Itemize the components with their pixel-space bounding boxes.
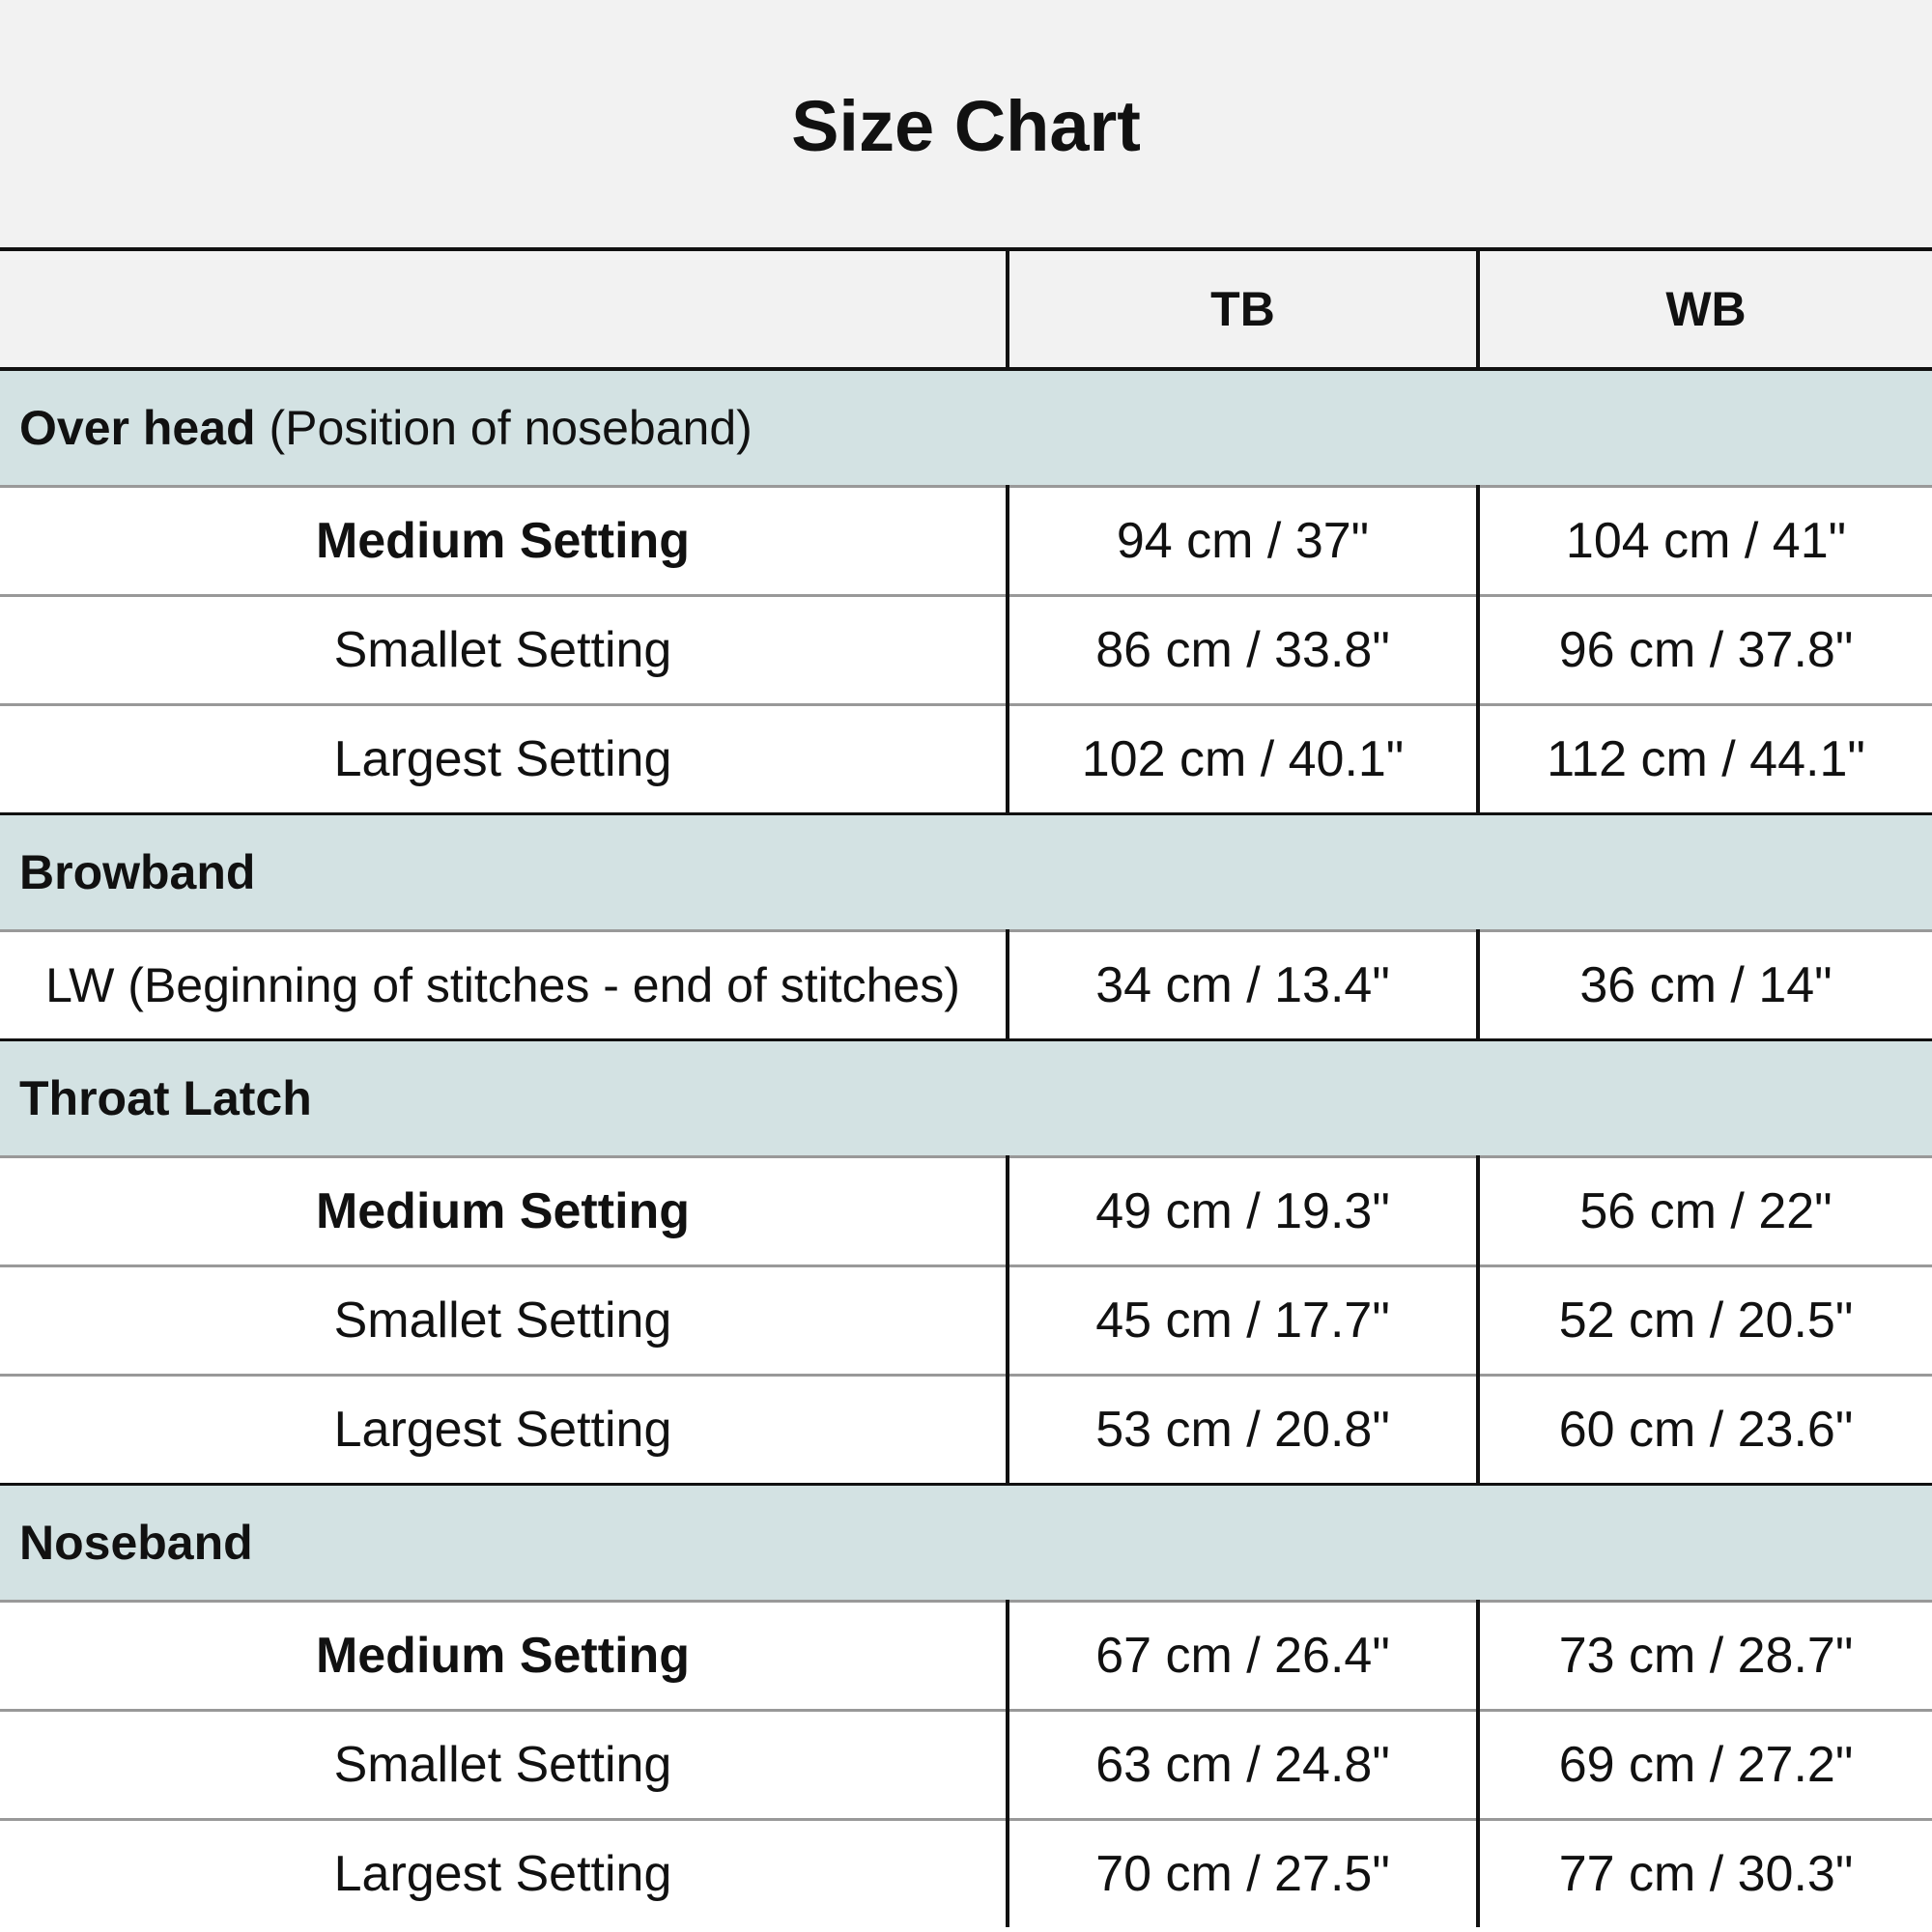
row-label: Medium Setting bbox=[0, 1157, 1008, 1266]
table-row bbox=[0, 1157, 1932, 1266]
row-label: Largest Setting bbox=[0, 1820, 1008, 1928]
row-value-wb: 56 cm / 22" bbox=[1478, 1157, 1932, 1266]
section-name: Browband bbox=[19, 845, 256, 899]
section-title-cell bbox=[0, 369, 1932, 487]
table-row bbox=[0, 596, 1932, 705]
table-row bbox=[0, 1266, 1932, 1376]
table-header-row bbox=[0, 249, 1932, 369]
header-cell-tb: TB bbox=[1008, 249, 1478, 369]
row-value-wb: 69 cm / 27.2" bbox=[1478, 1711, 1932, 1820]
table-row bbox=[0, 1376, 1932, 1485]
row-value-wb: 52 cm / 20.5" bbox=[1478, 1266, 1932, 1376]
size-chart-table bbox=[0, 247, 1932, 1927]
table-row bbox=[0, 1711, 1932, 1820]
row-value-tb: 70 cm / 27.5" bbox=[1008, 1820, 1478, 1928]
section-row-throat-latch bbox=[0, 1040, 1932, 1157]
page-title: Size Chart bbox=[791, 86, 1141, 166]
header-cell-label bbox=[0, 249, 1008, 369]
section-name: Over head bbox=[19, 401, 256, 455]
row-value-tb: 49 cm / 19.3" bbox=[1008, 1157, 1478, 1266]
row-label: LW (Beginning of stitches - end of stitches) bbox=[0, 931, 1008, 1040]
row-value-tb: 53 cm / 20.8" bbox=[1008, 1376, 1478, 1485]
table-row bbox=[0, 1602, 1932, 1711]
row-value-tb: 86 cm / 33.8" bbox=[1008, 596, 1478, 705]
row-label: Medium Setting bbox=[0, 487, 1008, 596]
section-title-cell bbox=[0, 1485, 1932, 1602]
table-row bbox=[0, 705, 1932, 814]
row-value-tb: 45 cm / 17.7" bbox=[1008, 1266, 1478, 1376]
section-note: (Position of noseband) bbox=[269, 401, 753, 455]
section-row-over-head bbox=[0, 369, 1932, 487]
row-label: Largest Setting bbox=[0, 1376, 1008, 1485]
row-value-wb: 112 cm / 44.1" bbox=[1478, 705, 1932, 814]
row-value-wb: 77 cm / 30.3" bbox=[1478, 1820, 1932, 1928]
row-value-tb: 67 cm / 26.4" bbox=[1008, 1602, 1478, 1711]
section-row-noseband bbox=[0, 1485, 1932, 1602]
row-value-tb: 102 cm / 40.1" bbox=[1008, 705, 1478, 814]
row-label: Smallet Setting bbox=[0, 1266, 1008, 1376]
table-row bbox=[0, 487, 1932, 596]
row-value-tb: 63 cm / 24.8" bbox=[1008, 1711, 1478, 1820]
row-value-wb: 60 cm / 23.6" bbox=[1478, 1376, 1932, 1485]
header-cell-wb: WB bbox=[1478, 249, 1932, 369]
row-value-wb: 73 cm / 28.7" bbox=[1478, 1602, 1932, 1711]
row-label: Smallet Setting bbox=[0, 1711, 1008, 1820]
section-name: Throat Latch bbox=[19, 1071, 312, 1125]
row-value-tb: 94 cm / 37" bbox=[1008, 487, 1478, 596]
row-value-wb: 104 cm / 41" bbox=[1478, 487, 1932, 596]
row-label: Largest Setting bbox=[0, 705, 1008, 814]
section-name: Noseband bbox=[19, 1516, 253, 1570]
section-title-cell bbox=[0, 1040, 1932, 1157]
table-row bbox=[0, 1820, 1932, 1928]
table-row bbox=[0, 931, 1932, 1040]
section-row-browband bbox=[0, 814, 1932, 931]
row-value-wb: 96 cm / 37.8" bbox=[1478, 596, 1932, 705]
row-value-tb: 34 cm / 13.4" bbox=[1008, 931, 1478, 1040]
row-value-wb: 36 cm / 14" bbox=[1478, 931, 1932, 1040]
row-label: Medium Setting bbox=[0, 1602, 1008, 1711]
section-title-cell bbox=[0, 814, 1932, 931]
row-label: Smallet Setting bbox=[0, 596, 1008, 705]
